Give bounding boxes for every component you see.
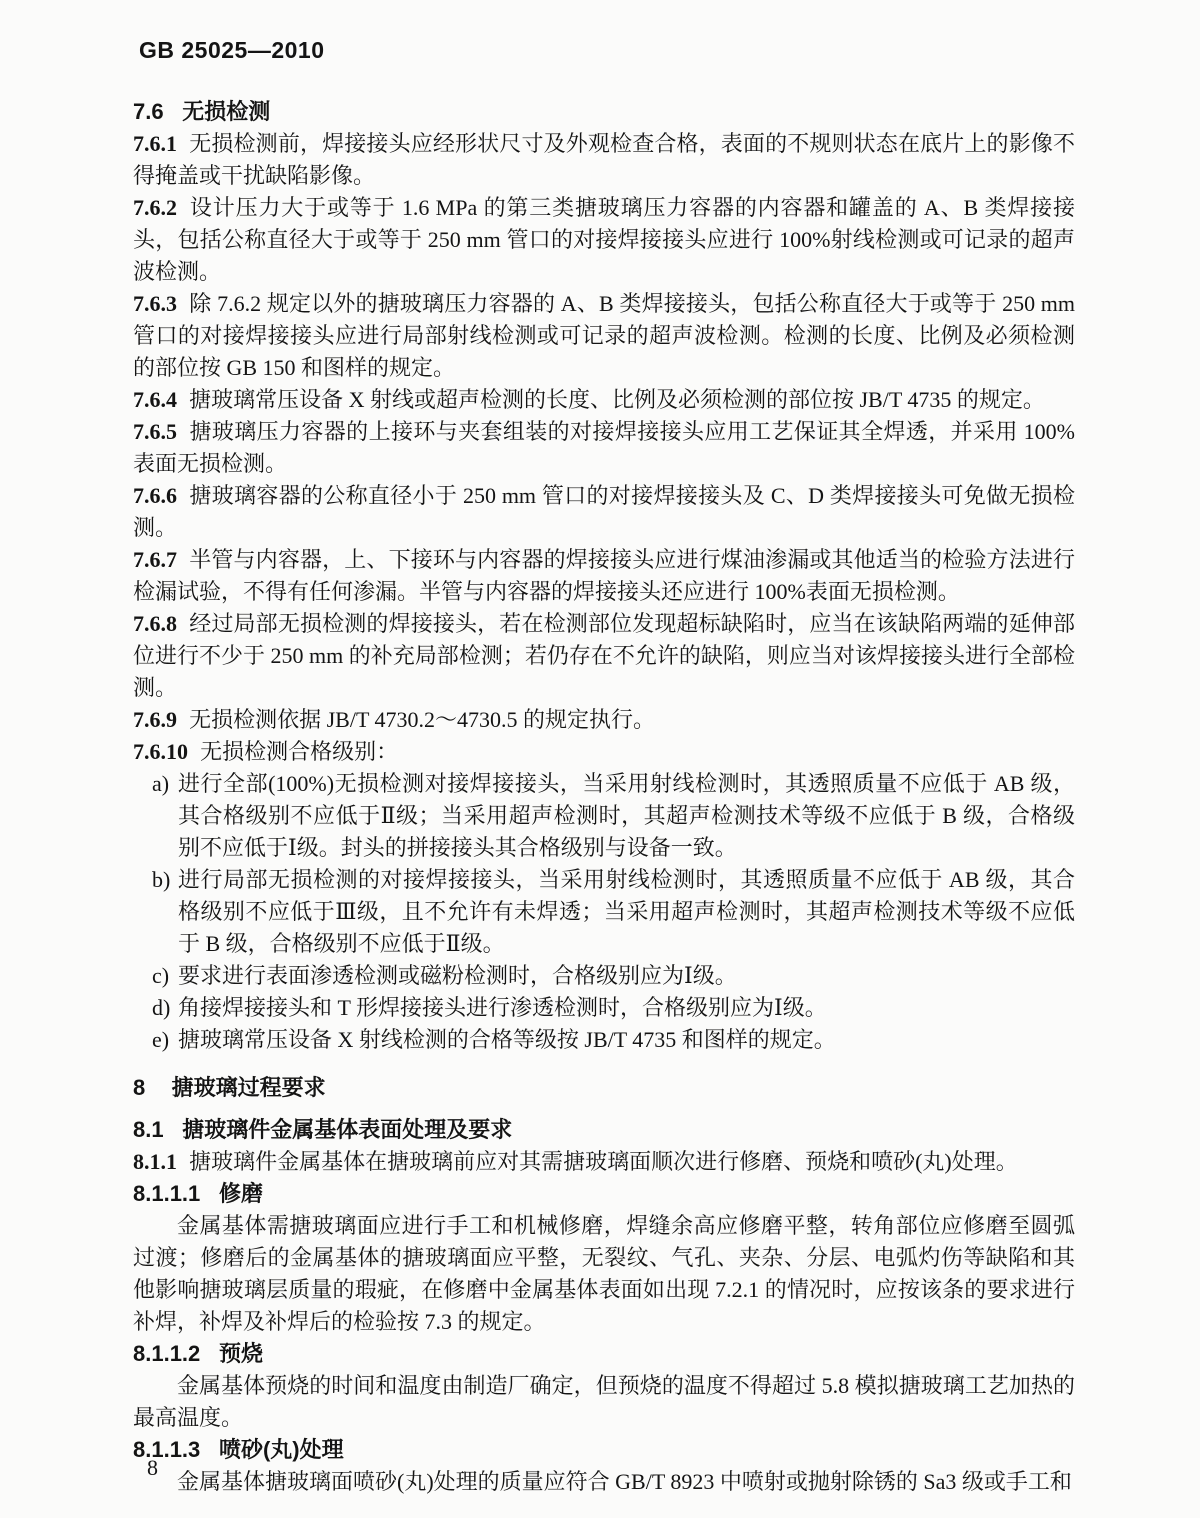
section-title: 无损检测 xyxy=(182,99,271,124)
clause-number: 7.6.10 xyxy=(133,739,188,764)
clause-number: 7.6.1 xyxy=(133,131,177,156)
section-heading-8-1 xyxy=(133,1114,1075,1146)
standard-number: GB 25025—2010 xyxy=(139,37,325,63)
subsection-title: 喷砂(丸)处理 xyxy=(218,1437,344,1462)
clause-number: 7.6.2 xyxy=(133,195,177,220)
list-item-d xyxy=(133,992,1075,1024)
section-number: 8.1 xyxy=(133,1117,164,1142)
list-item-label: e) xyxy=(152,1027,170,1052)
chapter-heading-8 xyxy=(133,1072,1075,1104)
section-heading-7-6 xyxy=(133,96,1075,128)
clause-8-1-1 xyxy=(133,1146,1075,1178)
clause-7-6-3 xyxy=(133,288,1075,384)
subsection-title: 预烧 xyxy=(218,1341,263,1366)
clause-7-6-5 xyxy=(133,416,1075,480)
clause-text: 搪玻璃容器的公称直径小于 250 mm 管口的对接焊接接头及 C、D 类焊接接头可免做无损检测。 xyxy=(133,483,1075,540)
clause-text: 搪玻璃压力容器的上接环与夹套组装的对接焊接接头应用工艺保证其全焊透，并采用 100%表面无损检测。 xyxy=(133,419,1075,476)
subsection-number: 8.1.1.1 xyxy=(133,1181,201,1206)
subsection-heading-8-1-1-1 xyxy=(133,1178,1075,1210)
list-item-a xyxy=(133,768,1075,864)
clause-number: 7.6.9 xyxy=(133,707,177,732)
clause-7-6-2 xyxy=(133,192,1075,288)
subsection-heading-8-1-1-3 xyxy=(133,1434,1075,1466)
clause-7-6-1 xyxy=(133,128,1075,192)
clause-7-6-6 xyxy=(133,480,1075,544)
chapter-title: 搪玻璃过程要求 xyxy=(171,1075,326,1100)
page-number: 8 xyxy=(147,1455,158,1480)
clause-number: 7.6.8 xyxy=(133,611,177,636)
clause-number: 7.6.3 xyxy=(133,291,177,316)
clause-text: 除 7.6.2 规定以外的搪玻璃压力容器的 A、B 类焊接接头，包括公称直径大于或等于 250 mm 管口的对接焊接接头应进行局部射线检测或可记录的超声波检测。检测的长度、比例及必须检测的部位按 GB 150 和图样的规定。 xyxy=(133,291,1075,380)
clause-text: 无损检测合格级别： xyxy=(200,739,399,764)
subsection-number: 8.1.1.2 xyxy=(133,1341,201,1366)
list-item-text: 要求进行表面渗透检测或磁粉检测时，合格级别应为Ⅰ级。 xyxy=(178,963,737,988)
clause-number: 7.6.6 xyxy=(133,483,177,508)
list-item-label: b) xyxy=(152,867,171,892)
list-item-label: d) xyxy=(152,995,171,1020)
clause-text: 经过局部无损检测的焊接接头，若在检测部位发现超标缺陷时，应当在该缺陷两端的延伸部位进行不少于 250 mm 的补充局部检测；若仍存在不允许的缺陷，则应当对该焊接接头进行全部检测。 xyxy=(133,611,1075,700)
list-item-c xyxy=(133,960,1075,992)
paragraph-8-1-1-1: 金属基体需搪玻璃面应进行手工和机械修磨，焊缝余高应修磨平整，转角部位应修磨至圆弧过渡；修磨后的金属基体的搪玻璃面应平整，无裂纹、气孔、夹杂、分层、电弧灼伤等缺陷和其他影响搪玻璃层质量的瑕疵，在修磨中金属基体表面如出现 7.2.1 的情况时，应按该条的要求进行补焊，补焊及补焊后的检验按 7.3 的规定。 xyxy=(133,1213,1075,1334)
clause-text: 搪玻璃件金属基体在搪玻璃前应对其需搪玻璃面顺次进行修磨、预烧和喷砂(丸)处理。 xyxy=(189,1149,1018,1174)
clause-number: 7.6.4 xyxy=(133,387,177,412)
clause-7-6-8 xyxy=(133,608,1075,704)
clause-text: 搪玻璃常压设备 X 射线或超声检测的长度、比例及必须检测的部位按 JB/T 4735 的规定。 xyxy=(189,387,1045,412)
clause-7-6-4 xyxy=(133,384,1075,416)
clause-7-6-10 xyxy=(133,736,1075,768)
list-item-label: a) xyxy=(152,771,170,796)
paragraph-8-1-1-2: 金属基体预烧的时间和温度由制造厂确定，但预烧的温度不得超过 5.8 模拟搪玻璃工艺加热的最高温度。 xyxy=(133,1373,1075,1430)
list-item-text: 进行局部无损检测的对接焊接接头，当采用射线检测时，其透照质量不应低于 AB 级，其合格级别不应低于Ⅲ级，且不允许有未焊透；当采用超声检测时，其超声检测技术等级不应低于 B 级，合格级别不应低于Ⅱ级。 xyxy=(178,867,1075,956)
list-item-text: 角接焊接接头和 T 形焊接接头进行渗透检测时，合格级别应为Ⅰ级。 xyxy=(178,995,827,1020)
chapter-number: 8 xyxy=(133,1075,146,1100)
list-item-text: 搪玻璃常压设备 X 射线检测的合格等级按 JB/T 4735 和图样的规定。 xyxy=(178,1027,836,1052)
clause-text: 设计压力大于或等于 1.6 MPa 的第三类搪玻璃压力容器的内容器和罐盖的 A、B 类焊接接头，包括公称直径大于或等于 250 mm 管口的对接焊接接头应进行 100%射线检测或可记录的超声波检测。 xyxy=(133,195,1075,284)
section-title: 搪玻璃件金属基体表面处理及要求 xyxy=(182,1117,513,1142)
subsection-title: 修磨 xyxy=(218,1181,263,1206)
paragraph-8-1-1-3: 金属基体搪玻璃面喷砂(丸)处理的质量应符合 GB/T 8923 中喷射或抛射除锈的 Sa3 级或手工和 xyxy=(177,1469,1072,1494)
ndt-grade-list xyxy=(133,768,1075,1056)
clause-text: 无损检测前，焊接接头应经形状尺寸及外观检查合格，表面的不规则状态在底片上的影像不得掩盖或干扰缺陷影像。 xyxy=(133,131,1075,188)
clause-7-6-9 xyxy=(133,704,1075,736)
clause-number: 7.6.7 xyxy=(133,547,177,572)
list-item-b xyxy=(133,864,1075,960)
clause-text: 半管与内容器，上、下接环与内容器的焊接接头应进行煤油渗漏或其他适当的检验方法进行检漏试验，不得有任何渗漏。半管与内容器的焊接接头还应进行 100%表面无损检测。 xyxy=(133,547,1075,604)
clause-number: 8.1.1 xyxy=(133,1149,177,1174)
list-item-e xyxy=(133,1024,1075,1056)
clause-text: 无损检测依据 JB/T 4730.2～4730.5 的规定执行。 xyxy=(189,707,655,732)
section-number: 7.6 xyxy=(133,99,164,124)
subsection-heading-8-1-1-2 xyxy=(133,1338,1075,1370)
list-item-label: c) xyxy=(152,963,170,988)
list-item-text: 进行全部(100%)无损检测对接焊接接头，当采用射线检测时，其透照质量不应低于 AB 级，其合格级别不应低于Ⅱ级；当采用超声检测时，其超声检测技术等级不应低于 B 级，合格级别不应低于Ⅰ级。封头的拼接接头其合格级别与设备一致。 xyxy=(178,771,1075,860)
subsection-number: 8.1.1.3 xyxy=(133,1437,201,1462)
clause-7-6-7 xyxy=(133,544,1075,608)
clause-number: 7.6.5 xyxy=(133,419,177,444)
